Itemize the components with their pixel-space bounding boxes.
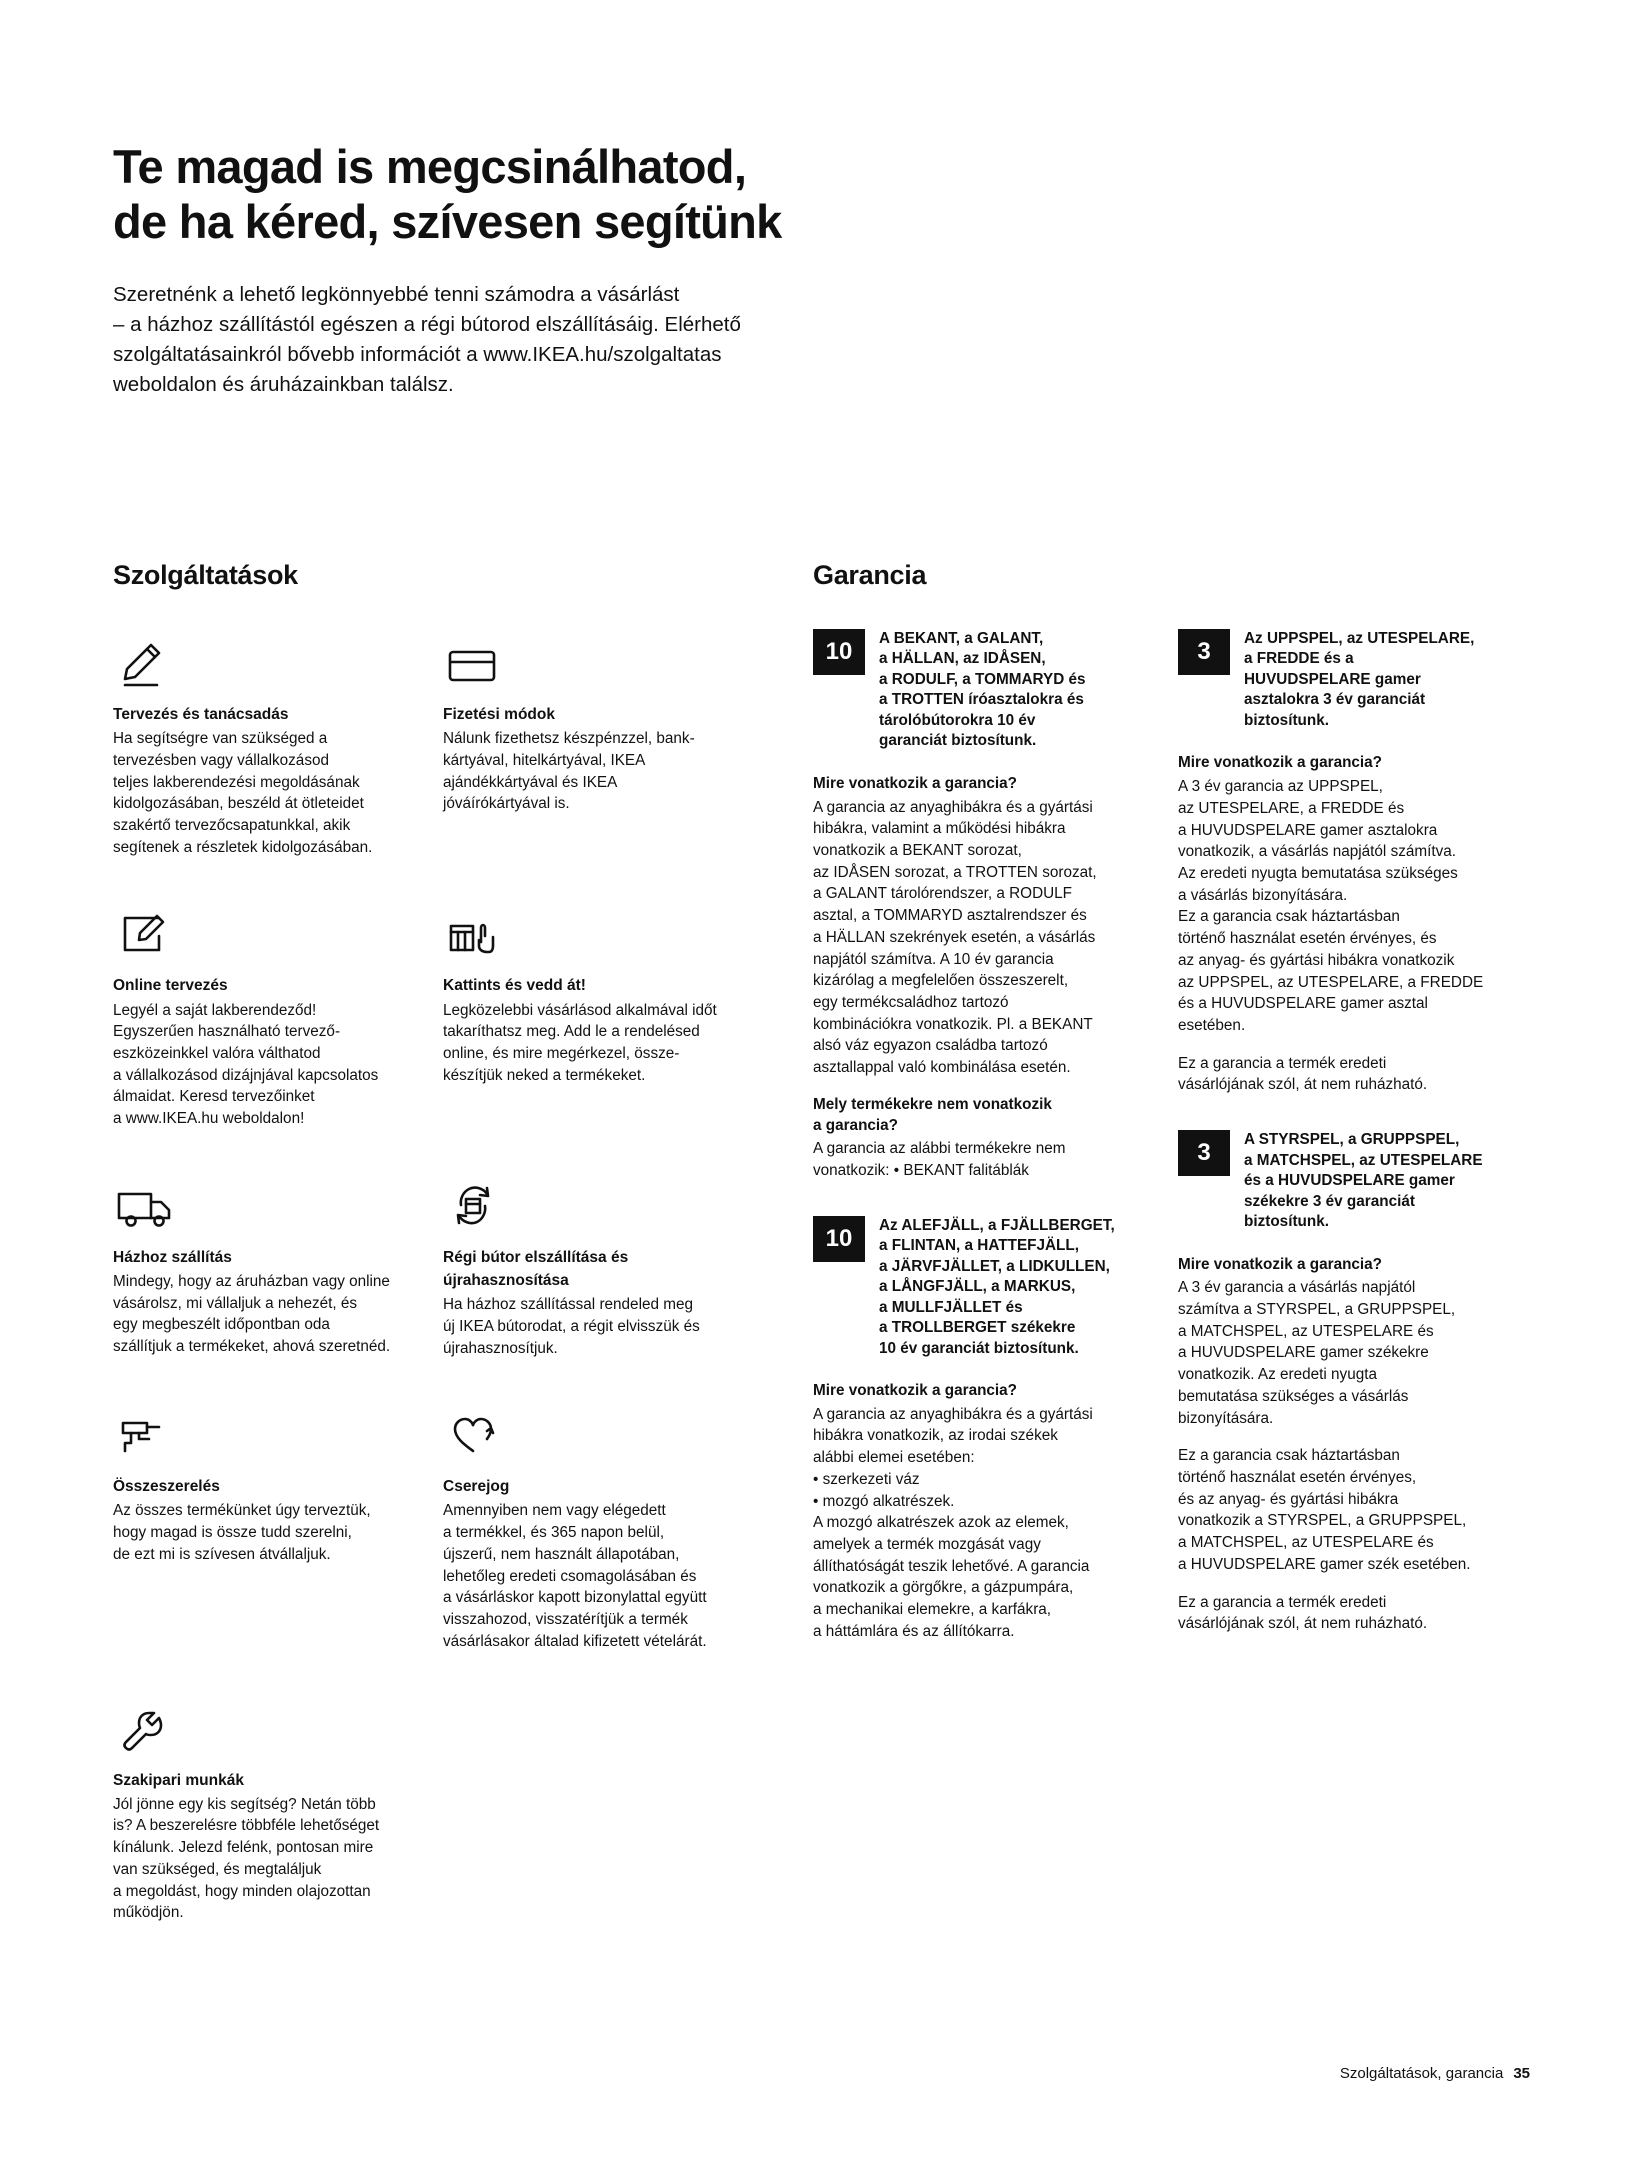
guarantee-block-title <box>1244 629 1474 731</box>
service-body-line: hogy magad is össze tudd szerelni, <box>113 1524 352 1542</box>
guarantee-title-line: biztosítunk. <box>1244 1213 1329 1231</box>
service-body-line: egy megbeszélt időpontban oda <box>113 1316 330 1334</box>
service-body <box>113 728 405 858</box>
guarantee-body-line: Ez a garancia a termék eredeti <box>1178 1593 1387 1611</box>
service-body-line: visszahozod, visszatérítjük a termék <box>443 1611 688 1629</box>
guarantee-body-line: az UTESPELARE, a FREDDE és <box>1178 799 1405 817</box>
service-body <box>443 1500 735 1652</box>
credit-card-icon <box>443 629 735 691</box>
service-body-line: új IKEA bútorodat, a régit elvisszük és <box>443 1317 700 1335</box>
service-body-line: a vállalkozásod dizájnjával kapcsolatos <box>113 1066 379 1084</box>
guarantee-subheading-line: Mely termékekre nem vonatkozik <box>813 1095 1052 1113</box>
service-body-line: készítjük neked a termékeket. <box>443 1066 646 1084</box>
guarantee-body-line: napjától számítva. A 10 év garancia <box>813 950 1054 968</box>
guarantee-body-line: asztal, a TOMMARYD asztalrendszer és <box>813 907 1087 925</box>
guarantee-title-line: HUVUDSPELARE gamer <box>1244 670 1421 688</box>
guarantee-body-line: A garancia az anyaghibákra és a gyártási <box>813 1405 1093 1423</box>
guarantee-body-line: a vásárlás bizonyítására. <box>1178 886 1348 904</box>
service-body <box>443 1294 735 1359</box>
services-heading: Szolgáltatások <box>113 560 298 590</box>
intro-line-1: Szeretnénk a lehető legkönnyebbé tenni számodra a vásárlást <box>113 282 680 306</box>
guarantee-title-line: A STYRSPEL, a GRUPPSPEL, <box>1244 1131 1460 1149</box>
guarantee-body-line: a MATCHSPEL, az UTESPELARE és <box>1178 1322 1434 1340</box>
guarantee-body <box>1178 1277 1508 1429</box>
guarantee-body-line: vonatkozik: • BEKANT falitáblák <box>813 1161 1029 1179</box>
service-title: Fizetési módok <box>443 706 555 723</box>
service-body-line: teljes lakberendezési megoldásának <box>113 773 360 791</box>
guarantee-block-title <box>879 629 1086 752</box>
guarantee-body-line: Ez a garancia a termék eredeti <box>1178 1054 1387 1072</box>
service-body-line: de ezt mi is szívesen átvállaljuk. <box>113 1545 331 1563</box>
service-body-line: ajándékkártyával és IKEA <box>443 773 618 791</box>
guarantee-body-line: a mechanikai elemekre, a karfákra, <box>813 1601 1052 1619</box>
guarantee-block-chairs <box>813 1216 1143 1643</box>
service-body-line: Legyél a saját lakberendeződ! <box>113 1001 317 1019</box>
guarantee-body-line: A garancia az alábbi termékekre nem <box>813 1140 1066 1158</box>
guarantee-title-line: a TROTTEN íróasztalokra és <box>879 691 1084 709</box>
guarantee-body-line: • mozgó alkatrészek. <box>813 1492 955 1510</box>
service-body-line: takaríthatsz meg. Add le a rendelésed <box>443 1023 700 1041</box>
guarantee-body-line: hibákra, valamint a működési hibákra <box>813 820 1066 838</box>
service-title: Online tervezés <box>113 977 228 995</box>
guarantee-body-line: a HUVUDSPELARE gamer székekre <box>1178 1344 1429 1362</box>
service-title: Szakipari munkák <box>113 1771 244 1789</box>
guarantee-block-gaming-chairs <box>1178 1130 1508 1635</box>
service-body-line: újszerű, nem használt állapotában, <box>443 1545 680 1563</box>
recycle-furniture-icon <box>443 1172 735 1234</box>
service-body-line: szakértő tervezőcsapatunkkal, akik <box>113 817 351 835</box>
delivery-truck-icon <box>113 1172 405 1234</box>
guarantee-body <box>813 797 1143 1079</box>
guarantee-title-line: a RODULF, a TOMMARYD és <box>879 670 1086 688</box>
guarantee-block-header <box>1178 629 1508 731</box>
service-title: Házhoz szállítás <box>113 1248 232 1266</box>
service-body-line: újrahasznosítjuk. <box>443 1339 558 1357</box>
service-body-line: Nálunk fizethetsz készpénzzel, bank- <box>443 730 695 748</box>
guarantee-title-line: Az ALEFJÄLL, a FJÄLLBERGET, <box>879 1216 1115 1234</box>
guarantee-body-line: Ez a garancia csak háztartásban <box>1178 1447 1400 1465</box>
service-body-line: vásárolsz, mi vállaljuk a nehezét, és <box>113 1294 358 1312</box>
guarantee-block-header <box>813 1216 1143 1359</box>
warranty-years-badge: 10 <box>813 1216 865 1262</box>
service-body-line: Amennyiben nem vagy elégedett <box>443 1502 666 1520</box>
service-item-recycling <box>443 1172 773 1359</box>
wrench-icon <box>113 1695 405 1757</box>
guarantee-body <box>1178 776 1508 1037</box>
service-body-line: működjön. <box>113 1904 184 1922</box>
guarantee-body-line: kizárólag a megfelelően összeszerelt, <box>813 972 1069 990</box>
guarantee-block-header <box>813 629 1143 752</box>
guarantee-column-right <box>1178 629 1543 1677</box>
guarantee-body-line: az UPPSPEL, az UTESPELARE, a FREDDE <box>1178 973 1484 991</box>
guarantee-body-line: a háttámlára és az állítókarra. <box>813 1622 1015 1640</box>
service-body <box>443 1000 735 1087</box>
guarantee-body-line: bizonyítására. <box>1178 1409 1274 1427</box>
service-body-line: kártyával, hitelkártyával, IKEA <box>443 751 646 769</box>
page-footer <box>1340 2065 1530 2082</box>
guarantee-subheading-line: Mire vonatkozik a garancia? <box>1178 754 1383 772</box>
intro-line-2: – a házhoz szállítástól egészen a régi bútorod elszállításáig. Elérhető <box>113 313 741 337</box>
guarantee-body-line: A 3 év garancia a vásárlás napjától <box>1178 1279 1416 1297</box>
guarantee-block-title <box>1244 1130 1483 1232</box>
guarantee-title-line: biztosítunk. <box>1244 711 1329 729</box>
guarantee-title-line: A BEKANT, a GALANT, <box>879 630 1044 647</box>
service-body-line: a termékkel, és 365 napon belül, <box>443 1524 665 1542</box>
guarantee-subheading <box>813 1381 1143 1402</box>
service-body <box>113 1794 405 1924</box>
page-title <box>113 140 1213 250</box>
guarantee-title-line: székekre 3 év garanciát <box>1244 1192 1415 1210</box>
guarantee-title-line: asztalokra 3 év garanciát <box>1244 691 1426 709</box>
guarantee-body-line: Az eredeti nyugta bemutatása szükséges <box>1178 864 1458 882</box>
guarantee-title-line: a LÅNGFJÄLL, a MARKUS, <box>879 1278 1076 1296</box>
click-collect-icon <box>443 900 735 962</box>
guarantee-title-line: 10 év garanciát biztosítunk. <box>879 1339 1079 1357</box>
service-body-line: Mindegy, hogy az áruházban vagy online <box>113 1273 390 1291</box>
service-item-click-collect <box>443 900 773 1129</box>
guarantee-title-line: és a HUVUDSPELARE gamer <box>1244 1172 1455 1190</box>
service-body-line: lehetőleg eredeti csomagolásában és <box>443 1567 697 1585</box>
warranty-years-badge: 3 <box>1178 1130 1230 1176</box>
pencil-icon <box>113 629 405 691</box>
guarantee-body-line: és a HUVUDSPELARE gamer asztal <box>1178 995 1428 1013</box>
guarantee-body <box>1178 1445 1508 1575</box>
guarantee-body-line: egy termékcsaládhoz tartozó <box>813 994 1009 1012</box>
service-item-exchange <box>443 1401 773 1652</box>
service-body-line: kidolgozásában, beszéld át ötleteidet <box>113 795 364 813</box>
guarantee-title-line: a JÄRVFJÄLLET, a LIDKULLEN, <box>879 1257 1110 1275</box>
service-body-line: Egyszerűen használható tervező- <box>113 1023 341 1041</box>
guarantee-body <box>1178 1053 1508 1096</box>
heart-arrow-icon <box>443 1401 735 1463</box>
guarantee-body-line: vonatkozik. Az eredeti nyugta <box>1178 1366 1377 1384</box>
warranty-years-badge: 3 <box>1178 629 1230 675</box>
guarantee-title-line: garanciát biztosítunk. <box>879 732 1037 750</box>
page-number: 35 <box>1513 2065 1530 2082</box>
guarantee-title-line: tárolóbútorokra 10 év <box>879 711 1036 729</box>
guarantee-body <box>1178 1592 1508 1635</box>
guarantee-body-line: asztallappal való kombinálása esetén. <box>813 1059 1071 1077</box>
service-body <box>113 1271 405 1358</box>
guarantee-column-left <box>813 629 1178 1677</box>
service-body <box>443 728 735 815</box>
guarantee-block-title <box>879 1216 1115 1359</box>
service-body-line: online, és mire megérkezel, össze- <box>443 1045 680 1063</box>
service-body-line: vásárlásakor általad kifizetett vételárát. <box>443 1632 707 1650</box>
service-title: Összeszerelés <box>113 1478 220 1496</box>
service-title-second-line: újrahasznosítása <box>443 1272 569 1290</box>
guarantee-subheading-line: Mire vonatkozik a garancia? <box>1178 1255 1383 1273</box>
guarantee-block-gaming-desks <box>1178 629 1508 1096</box>
guarantee-body <box>813 1404 1143 1643</box>
guarantee-body-line: alsó váz egyazon családba tartozó <box>813 1037 1048 1055</box>
guarantee-body-line: A 3 év garancia az UPPSPEL, <box>1178 778 1383 796</box>
service-body <box>113 1500 405 1565</box>
footer-label: Szolgáltatások, garancia <box>1339 2065 1504 2082</box>
guarantee-subheading-line: Mire vonatkozik a garancia? <box>813 1382 1018 1399</box>
service-item-delivery <box>113 1172 443 1359</box>
guarantee-title-line: a TROLLBERGET székekre <box>879 1319 1076 1337</box>
guarantee-body-line: a MATCHSPEL, az UTESPELARE és <box>1178 1534 1434 1552</box>
page-title-line-1: Te magad is megcsinálhatod, <box>113 140 747 193</box>
guarantee-body-line: amelyek a termék mozgását vagy <box>813 1535 1041 1553</box>
guarantee-section <box>813 560 1543 1966</box>
guarantee-body-line: hibákra vonatkozik, az irodai székek <box>813 1427 1058 1445</box>
guarantee-subheading <box>813 1095 1143 1136</box>
guarantee-body-line: és az anyag- és gyártási hibákra <box>1178 1490 1399 1508</box>
guarantee-body-line: A garancia az anyaghibákra és a gyártási <box>813 798 1093 816</box>
guarantee-block-header <box>1178 1130 1508 1232</box>
service-body-line: álmaidat. Keresd tervezőinket <box>113 1088 315 1106</box>
service-body <box>113 1000 405 1130</box>
intro-paragraph <box>113 280 953 401</box>
guarantee-body-line: vonatkozik a görgőkre, a gázpumpára, <box>813 1579 1074 1597</box>
service-item-planning <box>113 629 443 858</box>
service-body-line: a megoldást, hogy minden olajozottan <box>113 1882 371 1900</box>
guarantee-body-line: vonatkozik a BEKANT sorozat, <box>813 841 1022 859</box>
guarantee-title-line: a MULLFJÄLLET és <box>879 1298 1023 1316</box>
guarantee-heading: Garancia <box>813 560 927 590</box>
service-item-tradesman <box>113 1695 443 1924</box>
guarantee-title-line: a FREDDE és a <box>1244 650 1354 668</box>
guarantee-title-line: Az UPPSPEL, az UTESPELARE, <box>1244 630 1475 647</box>
guarantee-body-line: vonatkozik a STYRSPEL, a GRUPPSPEL, <box>1178 1512 1467 1530</box>
guarantee-body-line: számítva a STYRSPEL, a GRUPPSPEL, <box>1178 1300 1456 1318</box>
guarantee-body-line: az IDÅSEN sorozat, a TROTTEN sorozat, <box>813 863 1097 881</box>
service-title: Cserejog <box>443 1478 510 1496</box>
screen-pencil-icon <box>113 900 405 962</box>
intro-line-3: szolgáltatásainkról bővebb információt a www.IKEA.hu/szolgaltatas <box>113 343 722 367</box>
guarantee-body-line: történő használat esetén érvényes, <box>1178 1468 1417 1486</box>
service-body-line: Az összes termékünket úgy terveztük, <box>113 1502 371 1520</box>
intro-line-4: weboldalon és áruházainkban találsz. <box>113 373 454 397</box>
guarantee-body <box>813 1138 1143 1181</box>
service-body-line: kínálunk. Jelezd felénk, pontosan mire <box>113 1839 374 1857</box>
drill-icon <box>113 1401 405 1463</box>
service-body-line: is? A beszerelésre többféle lehetőséget <box>113 1817 380 1835</box>
guarantee-body-line: állíthatóságát teszik lehetővé. A garancia <box>813 1557 1090 1575</box>
guarantee-body-line: kombinációkra vonatkozik. Pl. a BEKANT <box>813 1015 1093 1033</box>
service-body-line: segítenek a részletek kidolgozásában. <box>113 838 373 856</box>
guarantee-body-line: az anyag- és gyártási hibákra vonatkozik <box>1178 951 1455 969</box>
service-body-line: Ha segítségre van szükséged a <box>113 730 328 748</box>
page-title-line-2: de ha kéred, szívesen segítünk <box>113 194 782 248</box>
guarantee-subheading <box>813 774 1143 795</box>
service-body-line: a www.IKEA.hu weboldalon! <box>113 1110 305 1128</box>
guarantee-subheading <box>1178 753 1508 774</box>
guarantee-body-line: alábbi elemei esetében: <box>813 1449 975 1467</box>
guarantee-body-line: vonatkozik, a vásárlás napjától számítva. <box>1178 843 1457 861</box>
services-grid <box>113 629 773 1966</box>
guarantee-body-line: Ez a garancia csak háztartásban <box>1178 908 1400 926</box>
service-item-payment <box>443 629 773 858</box>
guarantee-subheading-line: a garancia? <box>813 1116 899 1134</box>
guarantee-body-line: vásárlójának szól, át nem ruházható. <box>1178 1615 1428 1633</box>
guarantee-body-line: a HÄLLAN szekrények esetén, a vásárlás <box>813 928 1096 946</box>
guarantee-body-line: vásárlójának szól, át nem ruházható. <box>1178 1076 1428 1094</box>
service-item-assembly <box>113 1401 443 1652</box>
service-body-line: jóváírókártyával is. <box>443 795 570 813</box>
service-body-line: a vásárláskor kapott bizonylattal együtt <box>443 1589 707 1607</box>
service-body-line: Jól jönne egy kis segítség? Netán több <box>113 1795 376 1813</box>
guarantee-title-line: a HÄLLAN, az IDÅSEN, <box>879 650 1046 668</box>
guarantee-columns <box>813 629 1543 1677</box>
guarantee-subheading-line: Mire vonatkozik a garancia? <box>813 774 1018 792</box>
service-body-line: Legközelebbi vásárlásod alkalmával időt <box>443 1001 717 1019</box>
main-columns <box>113 560 1543 1966</box>
service-body-line: tervezésben vagy vállalkozásod <box>113 751 329 769</box>
warranty-years-badge: 10 <box>813 629 865 675</box>
guarantee-title-line: a MATCHSPEL, az UTESPELARE <box>1244 1151 1483 1169</box>
service-body-line: eszközeinkkel valóra válthatod <box>113 1045 321 1063</box>
service-title: Tervezés és tanácsadás <box>113 706 289 723</box>
service-item-online-planning <box>113 900 443 1129</box>
services-section <box>113 560 813 1966</box>
guarantee-subheading <box>1178 1255 1508 1276</box>
guarantee-body-line: A mozgó alkatrészek azok az elemek, <box>813 1514 1069 1532</box>
service-title: Kattints és vedd át! <box>443 977 586 995</box>
guarantee-body-line: a HUVUDSPELARE gamer asztalokra <box>1178 821 1438 839</box>
page-header <box>113 140 1533 400</box>
service-body-line: szállítjuk a termékeket, ahová szeretnéd. <box>113 1338 391 1356</box>
guarantee-body-line: a GALANT tárolórendszer, a RODULF <box>813 885 1073 903</box>
guarantee-body-line: esetében. <box>1178 1016 1246 1034</box>
guarantee-body-line: bemutatása szükséges a vásárlás <box>1178 1387 1409 1405</box>
service-title: Régi bútor elszállítása és <box>443 1248 629 1266</box>
guarantee-body-line: történő használat esetén érvényes, és <box>1178 930 1437 948</box>
guarantee-body-line: • szerkezeti váz <box>813 1470 920 1488</box>
service-body-line: van szükséged, és megtaláljuk <box>113 1860 322 1878</box>
guarantee-block-desks <box>813 629 1143 1182</box>
guarantee-body-line: a HUVUDSPELARE gamer szék esetében. <box>1178 1555 1471 1573</box>
service-body-line: Ha házhoz szállítással rendeled meg <box>443 1296 693 1314</box>
guarantee-title-line: a FLINTAN, a HATTEFJÄLL, <box>879 1237 1079 1255</box>
